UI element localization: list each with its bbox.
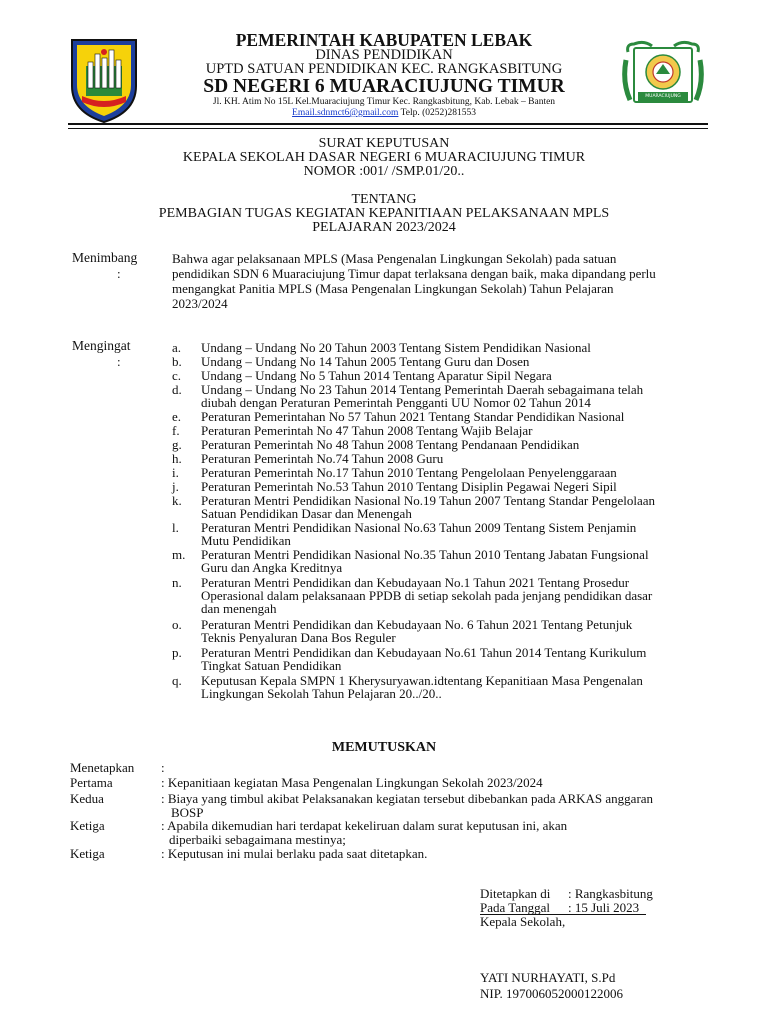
list-item-letter: i. [172, 465, 179, 480]
signatory-nip: NIP. 197006052000122006 [480, 986, 624, 1001]
letterhead-department: DINAS PENDIDIKAN [315, 47, 453, 63]
list-item-letter: l. [172, 520, 179, 535]
list-item-text: Peraturan Pemerintah No.17 Tahun 2010 Tentang Pengelolaan Penyelenggaraan [201, 465, 617, 480]
list-item-text: Teknis Penyaluran Dana Bos Reguler [201, 630, 396, 645]
tanggal-label: Pada Tanggal [480, 900, 550, 915]
letterhead-address: Jl. KH. Atim No 15L Kel.Muaraciujung Timur Kec. Rangkasbitung, Kab. Lebak – Banten [212, 97, 556, 107]
list-item-letter: e. [172, 409, 182, 424]
list-item-letter: m. [172, 547, 186, 562]
list-item-text: Peraturan Mentri Pendidikan dan Kebudayaan No.61 Tahun 2014 Tentang Kurikulum [201, 645, 647, 660]
list-item-text: Undang – Undang No 23 Tahun 2014 Tentang Pemerintah Daerah sebagaimana telah [201, 382, 644, 397]
list-item-text: diubah dengan Peraturan Pemerintah Pengganti UU Nomor 02 Tahun 2014 [201, 395, 591, 410]
list-item-letter: o. [172, 617, 182, 632]
decree-title: SURAT KEPUTUSAN [318, 136, 450, 151]
kedua-text-cont: BOSP [171, 805, 204, 820]
list-item-letter: n. [172, 575, 182, 590]
list-item-text: Peraturan Mentri Pendidikan Nasional No.63 Tahun 2009 Tentang Sistem Penjamin [201, 520, 637, 535]
decree-subject-line2: PELAJARAN 2023/2024 [312, 220, 456, 235]
mengingat-colon: : [117, 354, 121, 369]
list-item-letter: f. [172, 423, 180, 438]
ketiga-text: : Apabila dikemudian hari terdapat kekeliruan dalam surat keputusan ini, akan [161, 818, 568, 833]
pertama-text: : Kepanitiaan kegiatan Masa Pengenalan Lingkungan Sekolah 2023/2024 [161, 775, 543, 790]
list-item-text: Tingkat Satuan Pendidikan [201, 658, 342, 673]
list-item-letter: p. [172, 645, 182, 660]
list-item-letter: b. [172, 354, 182, 369]
list-item-letter: c. [172, 368, 182, 383]
list-item-letter: k. [172, 493, 182, 508]
list-item-text: Peraturan Pemerintah No.53 Tahun 2010 Tentang Disiplin Pegawai Negeri Sipil [201, 479, 617, 494]
list-item-letter: q. [172, 673, 182, 688]
mengingat-label: Mengingat [72, 338, 131, 353]
letterhead-government: PEMERINTAH KABUPATEN LEBAK [235, 30, 533, 50]
decree-subject-line1: PEMBAGIAN TUGAS KEGIATAN KEPANITIAAN PELAKSANAAN MPLS [158, 206, 610, 221]
list-item-text: dan menengah [201, 601, 277, 616]
decree-issuer: KEPALA SEKOLAH DASAR NEGERI 6 MUARACIUJUNG TIMUR [182, 150, 586, 165]
list-item-text: Operasional dalam pelaksanaan PPDB di setiap sekolah pada jenjang pendidikan dasar [201, 588, 653, 603]
letterhead-contact [0, 108, 768, 119]
menimbang-line: mengangkat Panitia MPLS (Masa Pengenalan Lingkungan Sekolah) Tahun Pelajaran [172, 281, 614, 296]
list-item-text: Mutu Pendidikan [201, 533, 291, 548]
school-logo-text: MUARACIUJUNG [645, 94, 681, 99]
list-item-letter: g. [172, 437, 182, 452]
menimbang-line: pendidikan SDN 6 Muaraciujung Timur dapat terlaksana dengan baik, maka dipandang perlu [172, 266, 656, 281]
list-item-text: Undang – Undang No 14 Tahun 2005 Tentang Guru dan Dosen [201, 354, 530, 369]
list-item-text: Peraturan Mentri Pendidikan Nasional No.19 Tahun 2007 Tentang Standar Pengelolaan [201, 493, 656, 508]
list-item-text: Satuan Pendidikan Dasar dan Menengah [201, 506, 412, 521]
ketiga-text-cont: diperbaiki sebagaimana mestinya; [169, 832, 346, 847]
list-item-text: Peraturan Pemerintah No.74 Tahun 2008 Guru [201, 451, 444, 466]
list-item-text: Peraturan Mentri Pendidikan dan Kebudayaan No.1 Tahun 2021 Tentang Prosedur [201, 575, 630, 590]
menetapkan-label: Menetapkan [70, 760, 135, 775]
tanggal-value: : 15 Juli 2023 [568, 900, 640, 915]
menimbang-colon: : [117, 266, 121, 281]
kedua-label: Kedua [70, 791, 104, 806]
keempat-label: Ketiga [70, 846, 105, 861]
list-item-text: Keputusan Kepala SMPN 1 Kherysuryawan.idtentang Kepanitiaan Masa Pengenalan [201, 673, 643, 688]
email-link[interactable]: Email.sdnmct6@gmail.com [292, 108, 399, 118]
tentang-heading: TENTANG [351, 192, 417, 207]
ketiga-label: Ketiga [70, 818, 105, 833]
list-item-text: Lingkungan Sekolah Tahun Pelajaran 20../20.. [201, 686, 442, 701]
list-item-letter: j. [172, 479, 179, 494]
list-item-letter: d. [172, 382, 182, 397]
list-item-text: Undang – Undang No 5 Tahun 2014 Tentang Aparatur Sipil Negara [201, 368, 552, 383]
phone-number: Telp. (0252)281553 [398, 108, 476, 118]
list-item-text: Peraturan Pemerintahan No 57 Tahun 2021 Tentang Standar Pendidikan Nasional [201, 409, 625, 424]
decree-number: NOMOR :001/ /SMP.01/20.. [303, 164, 465, 179]
ditetapkan-label: Ditetapkan di [480, 886, 551, 901]
keempat-text: : Keputusan ini mulai berlaku pada saat ditetapkan. [161, 846, 428, 861]
list-item-text: Peraturan Pemerintah No 47 Tahun 2008 Tentang Wajib Belajar [201, 423, 533, 438]
letterhead-divider-thin [68, 128, 708, 129]
pertama-label: Pertama [70, 775, 113, 790]
letterhead-school-name: SD NEGERI 6 MUARACIUJUNG TIMUR [203, 76, 565, 97]
menetapkan-text: : [161, 760, 165, 775]
memutuskan-heading: MEMUTUSKAN [331, 740, 437, 755]
signatory-role: Kepala Sekolah, [480, 914, 566, 929]
ditetapkan-value: : Rangkasbitung [568, 886, 653, 901]
list-item-letter: a. [172, 340, 182, 355]
list-item-letter: h. [172, 451, 182, 466]
menimbang-label: Menimbang [72, 250, 138, 265]
letterhead-unit: UPTD SATUAN PENDIDIKAN KEC. RANGKASBITUNG [205, 61, 563, 77]
menimbang-line: 2023/2024 [172, 296, 228, 311]
menimbang-text [172, 251, 656, 311]
list-item-text: Peraturan Pemerintah No 48 Tahun 2008 Tentang Pendanaan Pendidikan [201, 437, 580, 452]
list-item-text: Undang – Undang No 20 Tahun 2003 Tentang Sistem Pendidikan Nasional [201, 340, 591, 355]
signatory-name: YATI NURHAYATI, S.Pd [480, 970, 616, 985]
menimbang-line: Bahwa agar pelaksanaan MPLS (Masa Pengenalan Lingkungan Sekolah) pada satuan [172, 251, 617, 266]
list-item-text: Guru dan Angka Kreditnya [201, 560, 343, 575]
list-item-text: Peraturan Mentri Pendidikan dan Kebudayaan No. 6 Tahun 2021 Tentang Petunjuk [201, 617, 633, 632]
letterhead-divider-thick [68, 123, 708, 125]
list-item-text: Peraturan Mentri Pendidikan Nasional No.35 Tahun 2010 Tentang Jabatan Fungsional [201, 547, 649, 562]
kedua-text: : Biaya yang timbul akibat Pelaksanakan kegiatan tersebut dibebankan pada ARKAS anggaran [161, 791, 654, 806]
